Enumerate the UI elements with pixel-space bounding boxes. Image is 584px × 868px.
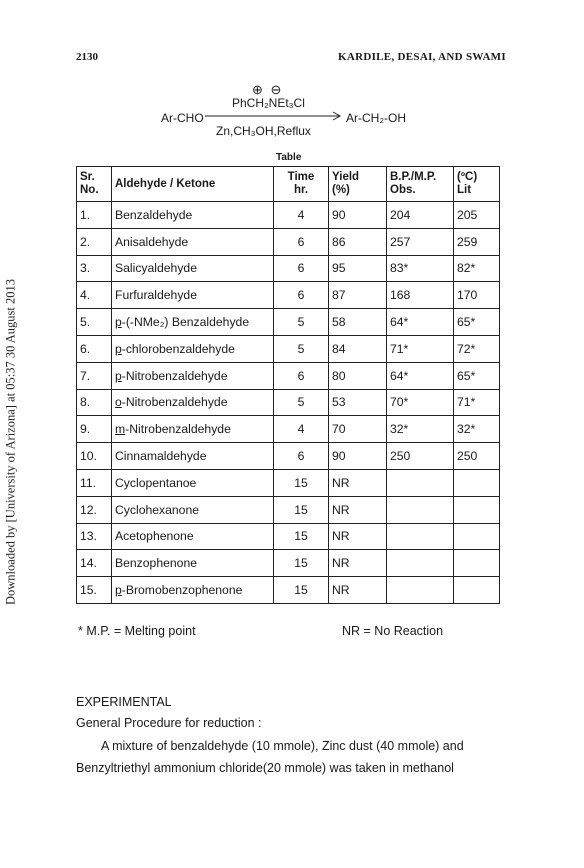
table-row <box>77 228 500 255</box>
cell-obs: 70* <box>387 389 454 416</box>
reaction-arrow <box>205 110 345 122</box>
cell-sr: 9. <box>77 416 112 443</box>
cell-yield: 95 <box>329 255 387 282</box>
cell-obs: 204 <box>387 202 454 229</box>
cell-obs <box>387 523 454 550</box>
header-lit: (ºC) Lit <box>454 167 500 202</box>
cell-sr: 11. <box>77 469 112 496</box>
compound-name: Benzaldehyde <box>115 207 193 222</box>
cell-time: 15 <box>274 523 329 550</box>
cell-name <box>112 550 274 577</box>
compound-name: -Nitrobenzaldehyde <box>121 368 228 383</box>
cell-name <box>112 309 274 336</box>
charge-signs: ⊕ ⊖ <box>252 82 284 97</box>
cell-obs: 32* <box>387 416 454 443</box>
conditions-label: Zn,CH₃OH,Reflux <box>216 124 311 138</box>
product-label: Ar-CH₂-OH <box>346 111 406 125</box>
table-row <box>77 255 500 282</box>
table-row <box>77 335 500 362</box>
table-row <box>77 523 500 550</box>
cell-sr: 6. <box>77 335 112 362</box>
cell-time: 6 <box>274 255 329 282</box>
cell-obs: 83* <box>387 255 454 282</box>
cell-yield: NR <box>329 523 387 550</box>
cell-yield: NR <box>329 577 387 604</box>
cell-name <box>112 496 274 523</box>
cell-yield: NR <box>329 550 387 577</box>
cell-obs: 71* <box>387 335 454 362</box>
body-line-1: A mixture of benzaldehyde (10 mmole), Zinc dust (40 mmole) and <box>101 739 464 753</box>
section-heading: EXPERIMENTAL <box>76 695 172 709</box>
cell-lit: 65* <box>454 362 500 389</box>
cell-name <box>112 416 274 443</box>
cell-obs <box>387 577 454 604</box>
body-line-2: Benzyltriethyl ammonium chloride(20 mmole) was taken in methanol <box>76 761 454 775</box>
cell-sr: 5. <box>77 309 112 336</box>
cell-sr: 8. <box>77 389 112 416</box>
cell-sr: 3. <box>77 255 112 282</box>
compound-name: -(-NMe₂) Benzaldehyde <box>121 315 250 330</box>
cell-yield: 86 <box>329 228 387 255</box>
cell-time: 4 <box>274 416 329 443</box>
cell-time: 4 <box>274 202 329 229</box>
compound-name: Anisaldehyde <box>115 234 189 249</box>
compound-name: Cinnamaldehyde <box>115 449 207 464</box>
table-row <box>77 550 500 577</box>
cell-yield: 90 <box>329 202 387 229</box>
cell-name <box>112 523 274 550</box>
cell-yield: 53 <box>329 389 387 416</box>
cell-lit <box>454 577 500 604</box>
table-row <box>77 202 500 229</box>
cell-name <box>112 443 274 470</box>
running-head: KARDILE, DESAI, AND SWAMI <box>338 51 506 63</box>
cell-time: 15 <box>274 469 329 496</box>
cell-time: 15 <box>274 496 329 523</box>
cell-name <box>112 389 274 416</box>
footnote-nr: NR = No Reaction <box>342 624 444 638</box>
cell-lit <box>454 469 500 496</box>
cell-sr: 14. <box>77 550 112 577</box>
cell-yield: 90 <box>329 443 387 470</box>
table-caption: Table <box>276 152 302 163</box>
cell-obs <box>387 496 454 523</box>
table-row <box>77 443 500 470</box>
cell-time: 5 <box>274 335 329 362</box>
download-watermark <box>4 262 18 622</box>
cell-lit: 72* <box>454 335 500 362</box>
cell-sr: 15. <box>77 577 112 604</box>
cell-yield: 84 <box>329 335 387 362</box>
cell-time: 6 <box>274 228 329 255</box>
cell-obs <box>387 550 454 577</box>
cell-sr: 13. <box>77 523 112 550</box>
cell-yield: 58 <box>329 309 387 336</box>
cell-yield: NR <box>329 469 387 496</box>
table-row <box>77 577 500 604</box>
cell-time: 5 <box>274 309 329 336</box>
page-number: 2130 <box>76 51 98 63</box>
header-obs: B.P./M.P. Obs. <box>387 167 454 202</box>
cell-obs: 64* <box>387 362 454 389</box>
position-prefix: p <box>115 583 122 598</box>
table-row <box>77 469 500 496</box>
cell-obs: 257 <box>387 228 454 255</box>
compound-name: Salicyaldehyde <box>115 261 197 276</box>
reagent-label: PhCH₂NEt₃Cl <box>232 96 305 110</box>
reactant-label: Ar-CHO <box>161 111 204 125</box>
compound-name: -Bromobenzophenone <box>121 583 243 598</box>
compound-name: Cyclopentanoe <box>115 475 197 490</box>
cell-lit: 65* <box>454 309 500 336</box>
cell-lit: 170 <box>454 282 500 309</box>
cell-lit <box>454 496 500 523</box>
cell-time: 6 <box>274 443 329 470</box>
cell-name <box>112 255 274 282</box>
cell-obs <box>387 469 454 496</box>
table-row <box>77 389 500 416</box>
cell-lit: 250 <box>454 443 500 470</box>
footnote-mp: * M.P. = Melting point <box>78 624 196 638</box>
cell-lit: 32* <box>454 416 500 443</box>
cell-time: 15 <box>274 550 329 577</box>
cell-sr: 2. <box>77 228 112 255</box>
cell-obs: 64* <box>387 309 454 336</box>
cell-time: 6 <box>274 362 329 389</box>
cell-lit: 71* <box>454 389 500 416</box>
compound-name: Benzophenone <box>115 556 198 571</box>
cell-name <box>112 335 274 362</box>
position-prefix: p <box>115 368 122 383</box>
compound-name: -Nitrobenzaldehyde <box>125 422 231 437</box>
cell-name <box>112 469 274 496</box>
position-prefix: o <box>115 395 122 410</box>
header-sr: Sr. No. <box>77 167 112 202</box>
cell-name <box>112 362 274 389</box>
header-name: Aldehyde / Ketone <box>112 167 274 202</box>
cell-lit: 205 <box>454 202 500 229</box>
cell-lit: 259 <box>454 228 500 255</box>
compound-name: Cyclohexanone <box>115 502 200 517</box>
table-header-row <box>77 167 500 202</box>
table-row <box>77 282 500 309</box>
cell-sr: 7. <box>77 362 112 389</box>
cell-sr: 10. <box>77 443 112 470</box>
cell-sr: 1. <box>77 202 112 229</box>
results-table <box>76 166 500 604</box>
position-prefix: m <box>115 422 126 437</box>
cell-obs: 250 <box>387 443 454 470</box>
cell-yield: NR <box>329 496 387 523</box>
compound-name: Acetophenone <box>115 529 194 544</box>
header-yield: Yield (%) <box>329 167 387 202</box>
cell-name <box>112 228 274 255</box>
reaction-scheme <box>0 82 584 146</box>
cell-sr: 12. <box>77 496 112 523</box>
table-row <box>77 496 500 523</box>
table-row <box>77 309 500 336</box>
cell-time: 15 <box>274 577 329 604</box>
cell-yield: 80 <box>329 362 387 389</box>
cell-sr: 4. <box>77 282 112 309</box>
table-row <box>77 416 500 443</box>
table-body <box>77 202 500 604</box>
header-time: Time hr. <box>274 167 329 202</box>
compound-name: Furfuraldehyde <box>115 288 197 303</box>
cell-yield: 70 <box>329 416 387 443</box>
cell-time: 6 <box>274 282 329 309</box>
cell-obs: 168 <box>387 282 454 309</box>
position-prefix: p <box>115 341 122 356</box>
cell-lit <box>454 550 500 577</box>
compound-name: -Nitrobenzaldehyde <box>121 395 228 410</box>
cell-lit <box>454 523 500 550</box>
position-prefix: p <box>115 315 122 330</box>
cell-lit: 82* <box>454 255 500 282</box>
cell-name <box>112 202 274 229</box>
cell-name <box>112 577 274 604</box>
download-note: Downloaded by [University of Arizona] at 05:37 30 August 2013 <box>3 279 18 605</box>
subheading: General Procedure for reduction : <box>76 716 262 730</box>
table-row <box>77 362 500 389</box>
cell-name <box>112 282 274 309</box>
cell-yield: 87 <box>329 282 387 309</box>
compound-name: -chlorobenzaldehyde <box>121 341 235 356</box>
cell-time: 5 <box>274 389 329 416</box>
